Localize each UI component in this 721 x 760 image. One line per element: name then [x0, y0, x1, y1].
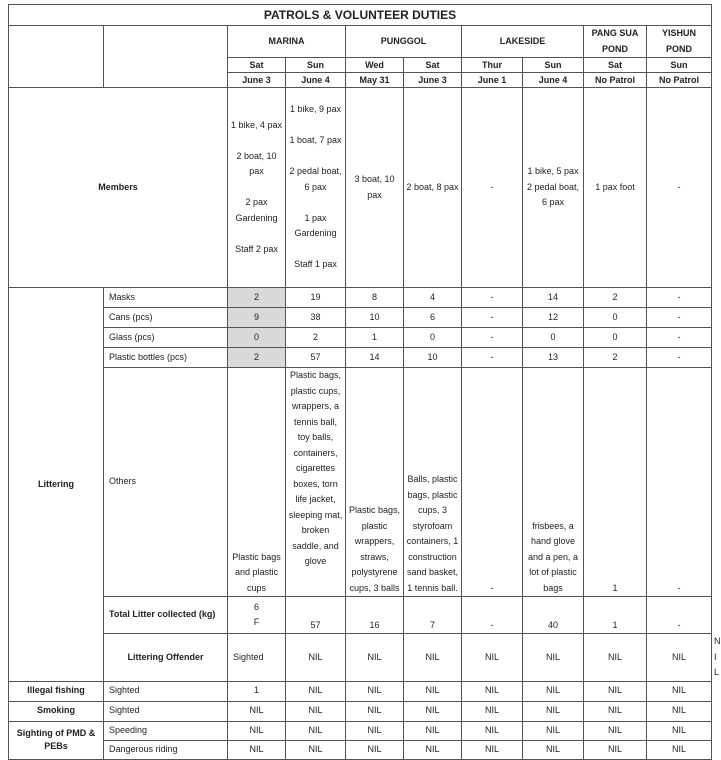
offence-cell: NIL — [584, 701, 647, 721]
litter-cell: 13 — [523, 348, 584, 368]
date-header: June 3 — [404, 73, 462, 88]
litter-cell: 12 — [523, 308, 584, 328]
pmd-cell: NIL — [286, 740, 346, 759]
offence-cell: NIL — [462, 681, 523, 701]
header-corner-blank — [9, 26, 104, 88]
others-cell: - — [647, 368, 712, 597]
litter-cell: 19 — [286, 288, 346, 308]
pmd-cell: NIL — [462, 721, 523, 740]
offence-cell: NIL — [286, 681, 346, 701]
offence-cell: NIL — [228, 701, 286, 721]
total-cell: 1 — [584, 597, 647, 634]
day-header: Thur — [462, 58, 523, 73]
offence-cell: NIL — [286, 634, 346, 682]
litter-cell: 2 — [228, 288, 286, 308]
location-header: YISHUN POND — [647, 26, 712, 58]
date-header: June 4 — [523, 73, 584, 88]
row-label: Speeding — [104, 721, 228, 740]
pmd-cell: NIL — [647, 721, 712, 740]
pmd-cell: NIL — [346, 721, 404, 740]
total-cell: - — [647, 597, 712, 634]
others-cell: Balls, plastic bags, plastic cups, 3 styrofoam containers, 1 construction sand basket, 1 tennis ball. — [404, 368, 462, 597]
pmd-cell: NIL — [286, 721, 346, 740]
litter-cell: 2 — [584, 348, 647, 368]
pmd-cell: NIL — [228, 740, 286, 759]
total-cell: 7 — [404, 597, 462, 634]
litter-cell: 10 — [346, 308, 404, 328]
offence-cell: NIL — [647, 681, 712, 701]
date-header: June 3 — [228, 73, 286, 88]
patrol-table: PATROLS & VOLUNTEER DUTIES MARINA PUNGGOL LAKESIDE PANG SUA POND YISHUN POND Sat Sun Wed Sat Thur Sun Sat Sun June 3 June 4 May 31 June 3 June 1 June 4 No Patrol No Patrol Members 1 bike, 4 pax 2 boat, 10 pax 2 pax Gardening Staff 2 pax 1 bike, 9 pax 1 boat, 7 pax 2 pedal boat, 6 pax 1 pax Gardening Staff 1 pax 3 boat, 10 pax 2 boat, 8 pax - 1 bike, 5 pax 2 pedal boat, 6 pax 1 pax foot - Littering Masks 2 19 8 4 - 14 2 - Cans (pcs) 9 38 10 6 - 12 0 - Glass (pcs) 0 2 1 0 - 0 0 - Plastic bottles (pcs) 2 57 14 10 - 13 2 - Others Plastic bags and plastic cups Plastic bags, plastic cups, wrappers, a tennis ball, toy balls, containers, cigarettes boxes, torn life jacket, sleeping mat, broken saddle, and glove Plastic bags, plastic wrappers, straws, polystyrene cups, 3 balls Balls, plastic bags, plastic cups, 3 styrofoam containers, 1 construction sand basket, 1 tennis ball. - frisbees, a hand glove and a pen, a lot of plastic bags 1 - Total Litter collected (kg) 6 F 57 16 7 - 40 1 - Littering Offender Sighted NIL NIL NIL NIL NIL NIL NIL NIL Illegal fishing Sighted 1 NIL NIL NIL NIL NIL NIL NIL Smoking Sighted NIL NIL NIL NIL NIL NIL NIL NIL Sighting of PMD & PEBs Speeding NIL NIL NIL NIL NIL NIL NIL NIL Dangerous riding NIL NIL NIL NIL NIL NIL NIL NIL — [8, 4, 712, 760]
litter-cell: 57 — [286, 348, 346, 368]
members-cell: - — [462, 88, 523, 288]
members-cell: 1 bike, 4 pax 2 boat, 10 pax 2 pax Gardening Staff 2 pax — [228, 88, 286, 288]
offence-cell: NIL — [346, 634, 404, 682]
litter-cell: 0 — [523, 328, 584, 348]
members-cell: 2 boat, 8 pax — [404, 88, 462, 288]
pmd-cell: NIL — [462, 740, 523, 759]
litter-cell: 14 — [523, 288, 584, 308]
littering-label: Littering — [9, 288, 104, 682]
pmd-cell: NIL — [404, 740, 462, 759]
pmd-cell: NIL — [228, 721, 286, 740]
total-cell: - — [462, 597, 523, 634]
row-label: Masks — [104, 288, 228, 308]
category-label: Illegal fishing — [9, 681, 104, 701]
category-label: Sighting of PMD & PEBs — [9, 721, 104, 759]
row-label: Dangerous riding — [104, 740, 228, 759]
pmd-cell: NIL — [584, 721, 647, 740]
offence-cell: NIL — [462, 701, 523, 721]
offence-cell: NIL — [647, 634, 712, 682]
day-header: Sat — [404, 58, 462, 73]
date-header: No Patrol — [584, 73, 647, 88]
day-header: Sun — [647, 58, 712, 73]
litter-cell: 8 — [346, 288, 404, 308]
members-cell: - — [647, 88, 712, 288]
members-cell: 1 bike, 9 pax 1 boat, 7 pax 2 pedal boat, 6 pax 1 pax Gardening Staff 1 pax — [286, 88, 346, 288]
litter-cell: 9 — [228, 308, 286, 328]
category-label: Smoking — [9, 701, 104, 721]
offence-cell: NIL — [404, 681, 462, 701]
offence-cell: 1 — [228, 681, 286, 701]
row-label: Total Litter collected (kg) — [104, 597, 228, 634]
litter-cell: - — [647, 308, 712, 328]
table-title: PATROLS & VOLUNTEER DUTIES — [9, 5, 712, 26]
litter-cell: 38 — [286, 308, 346, 328]
offence-cell: NIL — [286, 701, 346, 721]
pmd-cell: NIL — [584, 740, 647, 759]
litter-cell: 14 — [346, 348, 404, 368]
day-header: Sat — [228, 58, 286, 73]
others-cell: frisbees, a hand glove and a pen, a lot of plastic bags — [523, 368, 584, 597]
pmd-cell: NIL — [523, 721, 584, 740]
row-label: Sighted — [228, 634, 286, 682]
row-label: Sighted — [104, 701, 228, 721]
litter-cell: - — [462, 348, 523, 368]
members-cell: 1 bike, 5 pax 2 pedal boat, 6 pax — [523, 88, 584, 288]
pmd-cell: NIL — [404, 721, 462, 740]
header-label-blank — [104, 26, 228, 88]
litter-cell: - — [462, 328, 523, 348]
litter-cell: 4 — [404, 288, 462, 308]
others-cell: 1 — [584, 368, 647, 597]
row-label: Sighted — [104, 681, 228, 701]
offence-cell: NIL — [523, 681, 584, 701]
offence-cell: NIL — [346, 681, 404, 701]
members-cell: 3 boat, 10 pax — [346, 88, 404, 288]
litter-cell: - — [647, 348, 712, 368]
row-label: Cans (pcs) — [104, 308, 228, 328]
row-label: Glass (pcs) — [104, 328, 228, 348]
total-cell: 40 — [523, 597, 584, 634]
location-header: PANG SUA POND — [584, 26, 647, 58]
date-header: May 31 — [346, 73, 404, 88]
pmd-cell: NIL — [647, 740, 712, 759]
others-cell: Plastic bags, plastic wrappers, straws, polystyrene cups, 3 balls — [346, 368, 404, 597]
litter-cell: - — [647, 328, 712, 348]
offence-cell: NIL — [584, 681, 647, 701]
litter-cell: 0 — [228, 328, 286, 348]
row-label: Plastic bottles (pcs) — [104, 348, 228, 368]
offence-cell: NIL — [346, 701, 404, 721]
others-cell: - — [462, 368, 523, 597]
date-header: June 1 — [462, 73, 523, 88]
day-header: Sat — [584, 58, 647, 73]
pmd-cell: NIL — [346, 740, 404, 759]
litter-cell: 0 — [584, 308, 647, 328]
total-cell: 57 — [286, 597, 346, 634]
offence-cell: NIL — [462, 634, 523, 682]
category-label: Littering Offender — [104, 634, 228, 682]
others-cell: Plastic bags and plastic cups — [228, 368, 286, 597]
location-header: PUNGGOL — [346, 26, 462, 58]
members-label: Members — [9, 88, 228, 288]
offence-cell: NIL — [584, 634, 647, 682]
litter-cell: 0 — [404, 328, 462, 348]
day-header: Sun — [523, 58, 584, 73]
pmd-cell: NIL — [523, 740, 584, 759]
row-label: Others — [104, 368, 228, 597]
date-header: No Patrol — [647, 73, 712, 88]
location-header: LAKESIDE — [462, 26, 584, 58]
total-cell: 16 — [346, 597, 404, 634]
litter-cell: 2 — [228, 348, 286, 368]
offence-cell: NIL — [523, 701, 584, 721]
patrol-sheet — [8, 4, 721, 760]
litter-cell: 2 — [584, 288, 647, 308]
total-cell: 6 F — [228, 597, 286, 634]
litter-cell: 1 — [346, 328, 404, 348]
litter-cell: 2 — [286, 328, 346, 348]
litter-cell: 6 — [404, 308, 462, 328]
litter-cell: 10 — [404, 348, 462, 368]
location-header: MARINA — [228, 26, 346, 58]
members-cell: 1 pax foot — [584, 88, 647, 288]
litter-cell: - — [462, 288, 523, 308]
date-header: June 4 — [286, 73, 346, 88]
day-header: Sun — [286, 58, 346, 73]
offence-cell: NIL — [404, 701, 462, 721]
litter-cell: 0 — [584, 328, 647, 348]
offence-cell: NIL — [647, 701, 712, 721]
offence-cell: NIL — [404, 634, 462, 682]
offence-cell: NIL — [523, 634, 584, 682]
litter-cell: - — [647, 288, 712, 308]
others-cell: Plastic bags, plastic cups, wrappers, a tennis ball, toy balls, containers, cigarettes boxes, torn life jacket, sleeping mat, broken saddle, and glove — [286, 368, 346, 597]
litter-cell: - — [462, 308, 523, 328]
day-header: Wed — [346, 58, 404, 73]
